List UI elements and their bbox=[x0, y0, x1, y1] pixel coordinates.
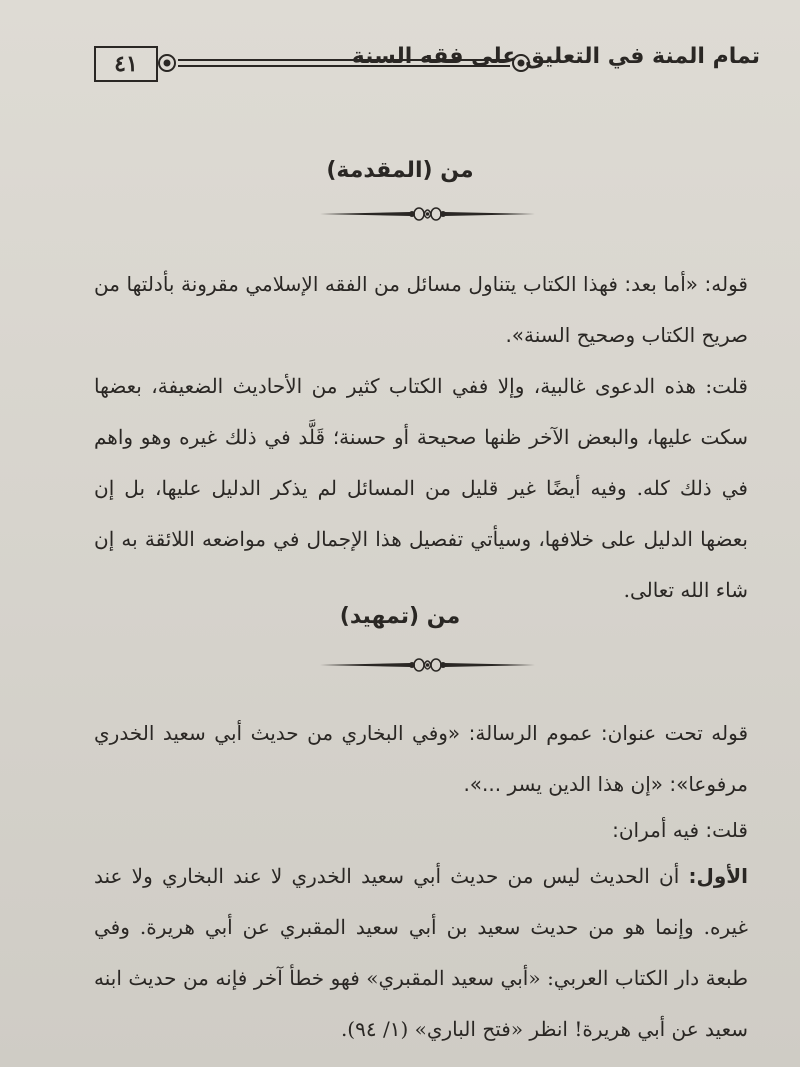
section-divider-ornament bbox=[320, 655, 535, 675]
page-number-box bbox=[94, 46, 158, 82]
section-heading-introduction: من (المقدمة) bbox=[326, 158, 474, 183]
comment-intro: قلت: فيه أمران: bbox=[612, 818, 748, 842]
running-title: تمام المنة في التعليق على فقه السنة bbox=[351, 44, 760, 69]
section-divider-ornament bbox=[320, 204, 535, 224]
page-header bbox=[90, 40, 760, 86]
first-point-label: الأول: bbox=[688, 864, 748, 888]
quote-paragraph-2: قوله تحت عنوان: عموم الرسالة: «وفي البخاري من حديث أبي سعيد الخدري مرفوعا»: «إن هذا الدين يسر ...». bbox=[94, 721, 748, 796]
comment-paragraph-1: قلت: هذه الدعوى غالبية، وإلا ففي الكتاب كثير من الأحاديث الضعيفة، بعضها سكت عليها، والبعض الآخر ظنها صحيحة أو حسنة؛ قَلَّد في ذلك غيره وهو واهم في ذلك كله. وفيه أيضًا غير قليل من المسائل لم يذكر الدليل عليها، بل إن بعضها الدليل على خلافها، وسيأتي تفصيل هذا الإجمال في مواضعه اللائقة به إن شاء الله تعالى. bbox=[94, 374, 748, 602]
quote-paragraph-1: قوله: «أما بعد: فهذا الكتاب يتناول مسائل من الفقه الإسلامي مقرونة بأدلتها من صريح الكتاب وصحيح السنة». bbox=[94, 272, 748, 347]
first-point-text: أن الحديث ليس من حديث أبي سعيد الخدري لا عند البخاري ولا عند غيره. وإنما هو من حديث سعيد بن أبي سعيد المقبري عن أبي هريرة. وفي طبعة دار الكتاب العربي: «أبي سعيد المقبري» فهو خطأ آخر فإنه من حديث ابنه سعيد عن أبي هريرة! انظر «فتح الباري» (١/ ٩٤). bbox=[94, 864, 748, 1041]
first-point-paragraph bbox=[94, 851, 748, 1055]
page-number: ٤١ bbox=[114, 51, 138, 77]
section-heading-preface: من (تمهيد) bbox=[339, 604, 461, 629]
